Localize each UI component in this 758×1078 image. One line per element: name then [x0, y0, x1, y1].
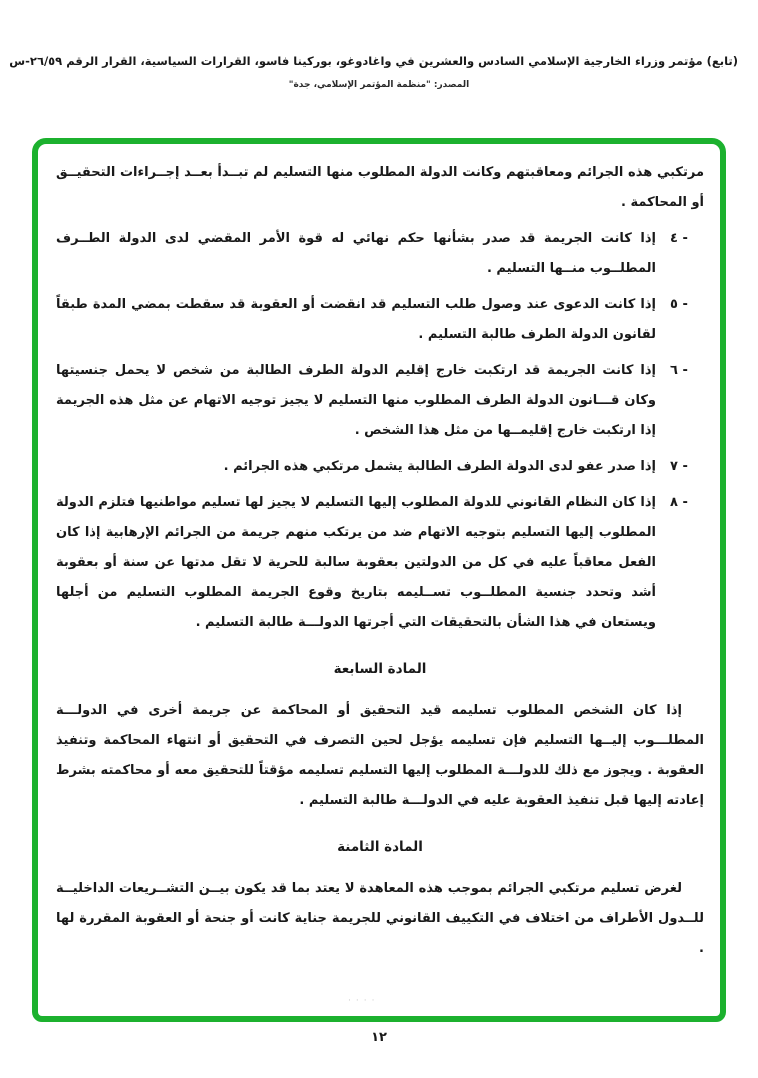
clause-item-8 [56, 488, 704, 638]
clause-number: ٤ - [670, 231, 688, 246]
clause-number: ٦ - [670, 363, 688, 378]
page-number: ١٢ [371, 1030, 387, 1045]
document-body [56, 158, 704, 1016]
clause-item-6 [56, 356, 704, 446]
clause-number: ٨ - [670, 495, 688, 510]
faint-scan-marks: ···· [348, 996, 380, 1006]
clause-item-5 [56, 290, 704, 350]
clause-text: إذا صدر عفو لدى الدولة الطرف الطالبة يشمل مرتكبي هذه الجرائم . [223, 459, 656, 474]
clause-number: ٥ - [670, 297, 688, 312]
clause-number: ٧ - [670, 459, 688, 474]
clause-text: إذا كانت الجريمة قد ارتكبت خارج إقليم الدولة الطرف الطالبة من شخص لا يحمل جنسيتها وكان قـــانون الدولة الطرف المطلوب منها التسليم لا يجيز توجيه الاتهام عن مثل هذه الجريمة إذا ارتكبت خارج إقليمــها من مثل هذا الشخص . [56, 363, 656, 438]
article-eight-heading: المادة الثامنة [337, 839, 423, 855]
page-header [9, 54, 738, 90]
clause-item-7 [56, 452, 704, 482]
clause-text: إذا كان النظام القانوني للدولة المطلوب إليها التسليم لا يجيز لها تسليم مواطنيها فتلزم الدولة المطلوب إليها التسليم بتوجيه الاتهام ضد من يرتكب منهم جريمة من الجرائم الإرهابية إذا كان الفعل معاقباً عليه في كل من الدولتين بعقوبة سالبة للحرية لا تقل مدتها عن سنة أو بعقوبة أشد وتحدد جنسية المطلــوب تســليمه بتاريخ وقوع الجريمة المطلوب التسليم من أجلها ويستعان في هذا الشأن بالتحقيقات التي أجرتها الدولـــة طالبة التسليم . [56, 495, 656, 630]
article-seven-paragraph: إذا كان الشخص المطلوب تسليمه قيد التحقيق أو المحاكمة عن جريمة أخرى في الدولـــة المطلـــوب إليــها التسليم فإن تسليمه يؤجل لحين التصرف في التحقيق أو انتهاء المحاكمة وتنفيذ العقوبة . ويجوز مع ذلك للدولـــة المطلوب إليها التسليم تسليمه مؤقتاً للتحقيق معه أو محاكمته بشرط إعادته إليها قبل تنفيذ العقوبة عليه في الدولـــة طالبة التسليم . [56, 703, 704, 808]
intro-continuation-paragraph: مرتكبي هذه الجرائم ومعاقبتهم وكانت الدولة المطلوب منها التسليم لم تبــدأ بعــد إجــراءات التحقيــق أو المحاكمة . [56, 165, 704, 210]
clause-text: إذا كانت الدعوى عند وصول طلب التسليم قد انقضت أو العقوبة قد سقطت بمضي المدة طبقاً لقانون الدولة الطرف طالبة التسليم . [56, 297, 656, 342]
green-bordered-frame [32, 138, 726, 1022]
header-title-line: (تابع) مؤتمر وزراء الخارجية الإسلامي السادس والعشرين في واغادوغو، بوركينا فاسو، القرارات السياسية، القرار الرقم ٢٦/٥٩-س [9, 54, 738, 68]
clause-text: إذا كانت الجريمة قد صدر بشأنها حكم نهائي له قوة الأمر المقضي لدى الدولة الطــرف المطلــوب منــها التسليم . [56, 231, 656, 276]
article-eight-paragraph: لغرض تسليم مرتكبي الجرائم بموجب هذه المعاهدة لا يعتد بما قد يكون بيــن التشــريعات الداخليــة للــدول الأطراف من اختلاف في التكييف القانوني للجريمة جناية كانت أو جنحة أو العقوبة المقررة لها . [56, 881, 704, 956]
article-seven-heading: المادة السابعة [333, 661, 427, 677]
header-source-line: المصدر: "منظمة المؤتمر الإسلامي، جدة" [288, 80, 470, 90]
clause-item-4 [56, 224, 704, 284]
